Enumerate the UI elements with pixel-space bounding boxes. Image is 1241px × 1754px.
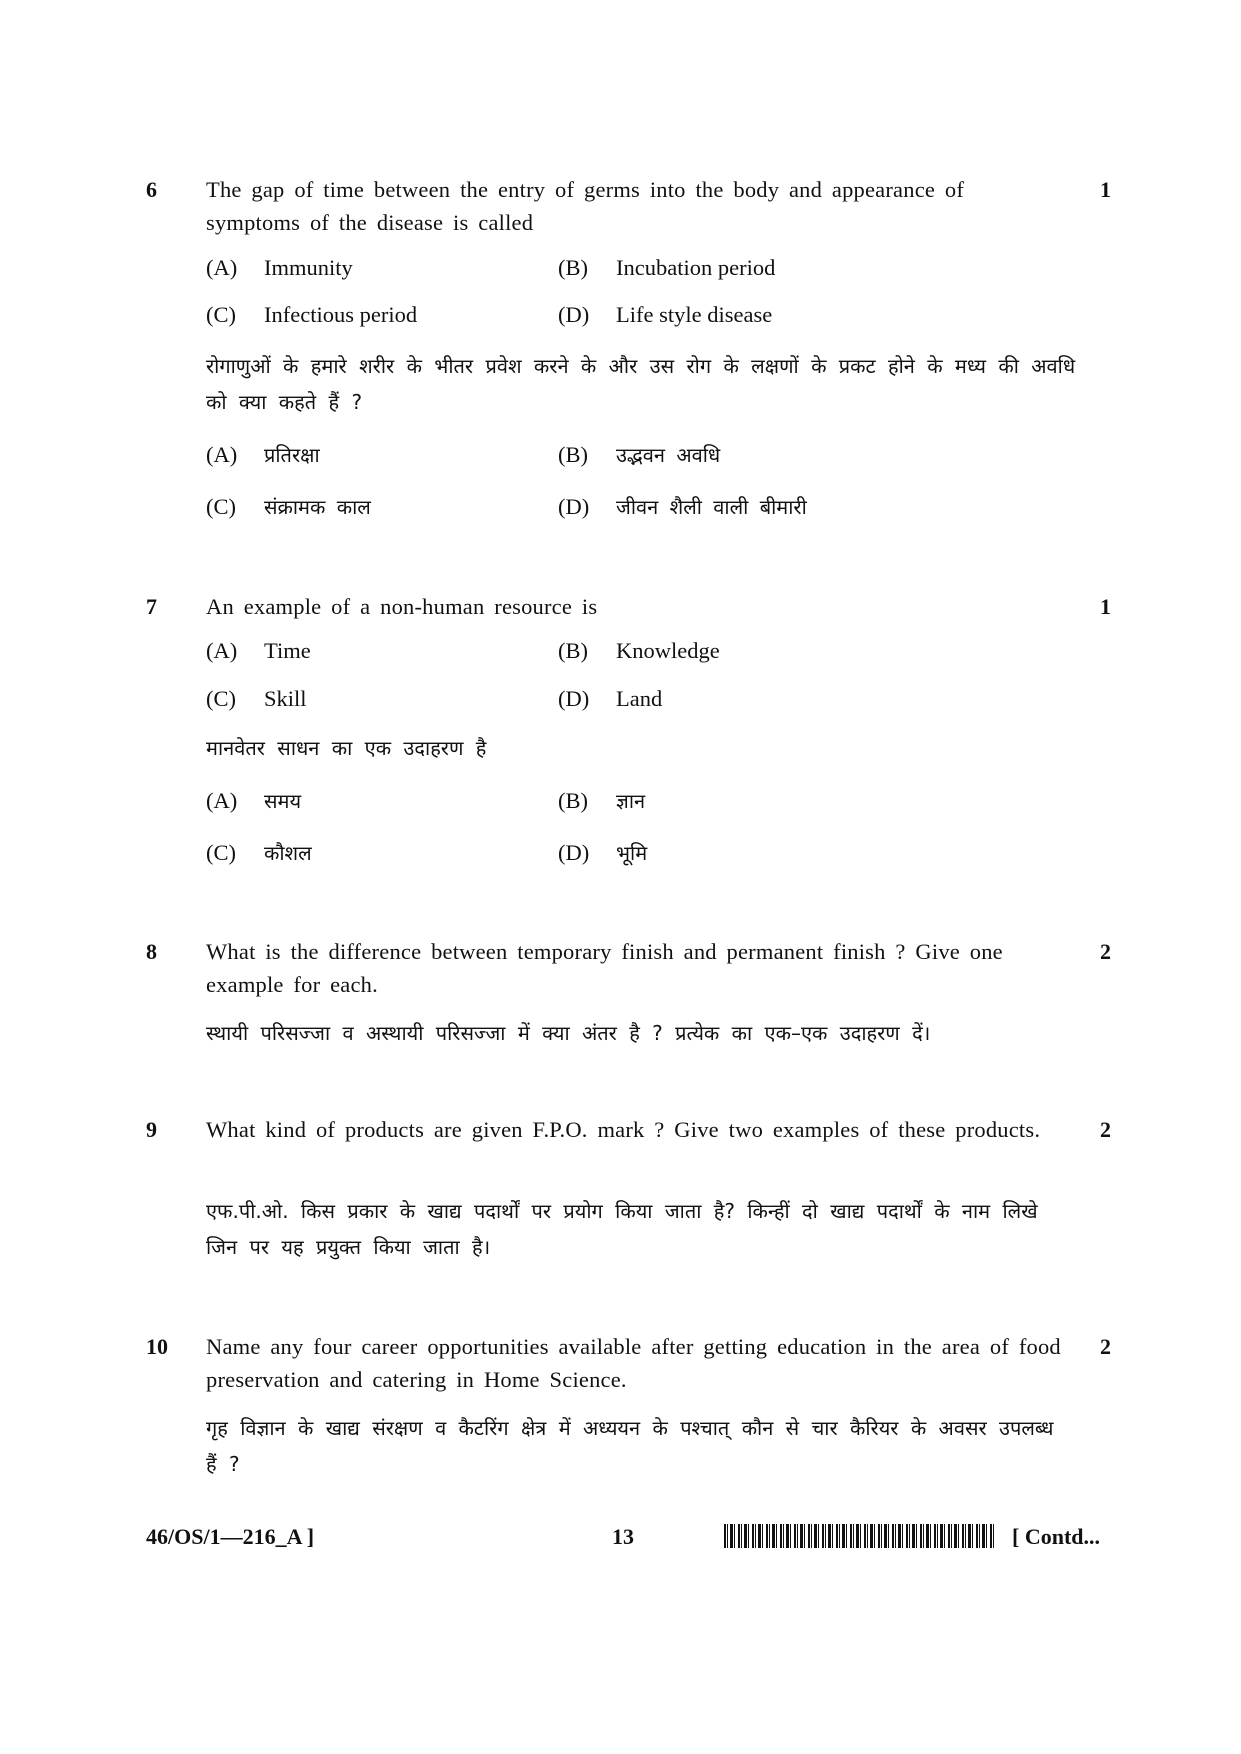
question-text: The gap of time between the entry of germs into the body and appearance of symptoms of the disease is called — [206, 177, 965, 235]
hindi-option-b — [558, 785, 645, 817]
paper-code: 46/OS/1—216_A ] — [146, 1524, 315, 1549]
hindi-option-a — [206, 439, 320, 471]
question-number: 7 — [146, 594, 157, 619]
option-label: (D) — [558, 686, 590, 711]
option-c — [206, 299, 417, 331]
option-label: (D) — [558, 302, 590, 327]
barcode-icon — [724, 1524, 994, 1548]
option-text: Time — [264, 638, 311, 663]
option-label: (B) — [558, 442, 588, 467]
question-text-hindi: मानवेतर साधन का एक उदाहरण है — [206, 736, 487, 760]
question-text: An example of a non-human resource is — [206, 594, 598, 619]
hindi-option-c — [206, 491, 371, 523]
option-label: (A) — [206, 442, 238, 467]
question-marks: 2 — [1100, 939, 1111, 964]
question-marks: 2 — [1100, 1117, 1111, 1142]
option-text: समय — [264, 789, 302, 813]
option-label: (C) — [206, 302, 236, 327]
question-text: What kind of products are given F.P.O. mark ? Give two examples of these products. — [206, 1117, 1041, 1142]
option-label: (D) — [558, 840, 590, 865]
option-a — [206, 635, 311, 667]
question-text-hindi: एफ.पी.ओ. किस प्रकार के खाद्य पदार्थों पर प्रयोग किया जाता है? किन्हीं दो खाद्य पदार्थों के नाम लिखे जिन पर यह प्रयुक्त किया जाता है। — [206, 1199, 1038, 1259]
continued-label: [ Contd... — [1012, 1524, 1101, 1549]
option-label: (C) — [206, 840, 236, 865]
question-text-hindi: रोगाणुओं के हमारे शरीर के भीतर प्रवेश करने के और उस रोग के लक्षणों के प्रकट होने के मध्य की अवधि को क्या कहते हैं ? — [206, 354, 1076, 414]
option-label: (C) — [206, 494, 236, 519]
option-d — [558, 683, 662, 715]
option-c — [206, 683, 307, 715]
option-label: (B) — [558, 255, 588, 280]
hindi-option-d — [558, 491, 807, 523]
option-label: (C) — [206, 686, 236, 711]
question-marks: 2 — [1100, 1334, 1111, 1359]
option-b — [558, 252, 775, 284]
option-text: ज्ञान — [616, 789, 646, 813]
question-marks: 1 — [1100, 177, 1111, 202]
option-text: Incubation period — [616, 255, 776, 280]
page-number: 13 — [612, 1524, 634, 1549]
option-text: Immunity — [264, 255, 353, 280]
option-label: (A) — [206, 788, 238, 813]
hindi-option-b — [558, 439, 720, 471]
option-label: (B) — [558, 638, 588, 663]
question-text: Name any four career opportunities available after getting education in the area of food preservation and catering in Home Science. — [206, 1334, 1061, 1392]
question-number: 6 — [146, 177, 157, 202]
option-label: (A) — [206, 638, 238, 663]
option-text: भूमि — [616, 841, 648, 865]
hindi-option-c — [206, 837, 312, 869]
option-text: संक्रामक काल — [264, 495, 371, 519]
question-marks: 1 — [1100, 594, 1111, 619]
hindi-option-a — [206, 785, 301, 817]
option-text: Infectious period — [264, 302, 418, 327]
option-a — [206, 252, 353, 284]
question-text: What is the difference between temporary finish and permanent finish ? Give one example for each. — [206, 939, 1003, 997]
question-number: 8 — [146, 939, 157, 964]
question-text-hindi: स्थायी परिसज्जा व अस्थायी परिसज्जा में क्या अंतर है ? प्रत्येक का एक–एक उदाहरण दें। — [206, 1021, 931, 1045]
option-b — [558, 635, 720, 667]
option-d — [558, 299, 772, 331]
option-text: Land — [616, 686, 663, 711]
question-number: 10 — [146, 1334, 168, 1359]
option-label: (B) — [558, 788, 588, 813]
option-text: Skill — [264, 686, 307, 711]
option-text: Knowledge — [616, 638, 720, 663]
question-text-hindi: गृह विज्ञान के खाद्य संरक्षण व कैटरिंग क्षेत्र में अध्ययन के पश्चात् कौन से चार कैरियर के अवसर उपलब्ध हैं ? — [206, 1416, 1054, 1476]
option-text: प्रतिरक्षा — [264, 443, 320, 467]
option-label: (A) — [206, 255, 238, 280]
option-text: उद्भवन अवधि — [616, 443, 721, 467]
option-text: जीवन शैली वाली बीमारी — [616, 495, 807, 519]
page-footer — [0, 1520, 1241, 1560]
option-text: Life style disease — [616, 302, 773, 327]
hindi-option-d — [558, 837, 647, 869]
option-label: (D) — [558, 494, 590, 519]
option-text: कौशल — [264, 841, 312, 865]
question-number: 9 — [146, 1117, 157, 1142]
